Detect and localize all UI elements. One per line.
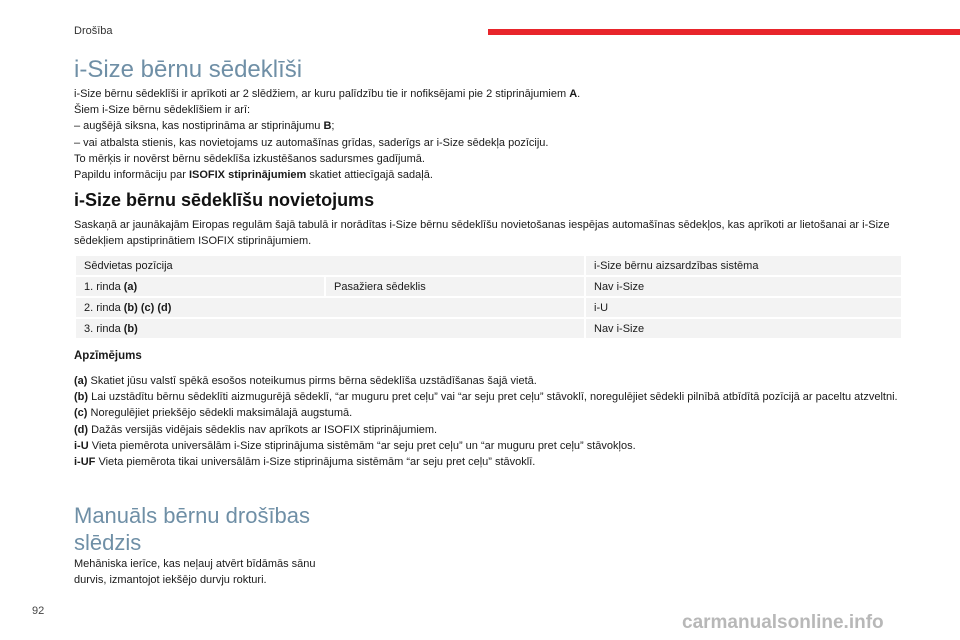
intro-line-6: Papildu informāciju par ISOFIX stiprinājumiem skatiet attiecīgajā sadaļā. bbox=[74, 169, 433, 182]
table-cell-system: Nav i-Size bbox=[585, 276, 902, 297]
intro-line-1: i-Size bērnu sēdeklīši ir aprīkoti ar 2 slēdžiem, ar kuru palīdzību tie ir nofiksējami pie 2 stiprinājumiem A. bbox=[74, 88, 581, 100]
table-header-row bbox=[75, 255, 902, 276]
page-number: 92 bbox=[32, 605, 45, 617]
table-row bbox=[75, 297, 902, 318]
legend-title: Apzīmējums bbox=[74, 350, 142, 362]
section-heading: i-Size bērnu sēdeklīšu novietojums bbox=[74, 190, 375, 210]
intro-line-5: To mērķis ir novērst bērnu sēdeklīša izkustēšanos sadursmes gadījumā. bbox=[74, 152, 425, 165]
table-header-system: i-Size bērnu aizsardzības sistēma bbox=[585, 255, 902, 276]
legend-item: (d) Dažās versijās vidējais sēdeklis nav aprīkots ar ISOFIX stiprinājumiem. bbox=[74, 423, 438, 436]
table-row bbox=[75, 276, 902, 297]
section2-title: Manuāls bērnu drošības slēdzis bbox=[74, 503, 311, 555]
section-description: Saskaņā ar jaunākajām Eiropas regulām šajā tabulā ir norādītas i-Size bērnu sēdeklīšu novietošanas iespējas automašīnas sēdekļos, kas aprīkoti ar lietošanai ar i-Size sēdekļiem apstiprinātiem ISOFIX stiprinājumiem. bbox=[74, 219, 890, 248]
accent-bar bbox=[488, 29, 960, 35]
legend-item: (b) Lai uzstādītu bērnu sēdeklīti aizmugurējā sēdeklī, “ar muguru pret ceļu” vai “ar seju pret ceļu” stāvoklī, noregulējiet sēdekli pilnībā atbīdītā pozīcijā ar paceltu atzveltni. bbox=[74, 391, 898, 404]
table-cell-position: 2. rinda (b) (c) (d) bbox=[75, 297, 585, 318]
intro-line-4: – vai atbalsta stienis, kas novietojams uz automašīnas grīdas, saderīgs ar i-Size sēdekļa pozīciju. bbox=[74, 136, 549, 149]
legend-list bbox=[74, 373, 904, 470]
intro-line-3: – augšējā siksna, kas nostiprināma ar stiprinājumu B; bbox=[74, 120, 335, 133]
intro-text bbox=[74, 86, 580, 183]
seat-table bbox=[74, 254, 903, 340]
legend-item: (a) Skatiet jūsu valstī spēkā esošos noteikumus pirms bērna sēdeklīša uzstādīšanas šajā vietā. bbox=[74, 375, 537, 387]
legend-item: (c) Noregulējiet priekšējo sēdekli maksimālajā augstumā. bbox=[74, 407, 353, 420]
section-label: Drošība bbox=[74, 25, 113, 37]
legend-item: i-U Vieta piemērota universālām i-Size stiprinājuma sistēmām “ar seju pret ceļu” un “ar muguru pret ceļu” stāvokļos. bbox=[74, 439, 636, 452]
legend-item: i-UF Vieta piemērota tikai universālām i-Size stiprinājuma sistēmām “ar seju pret ceļu” stāvoklī. bbox=[74, 456, 536, 469]
table-header-position: Sēdvietas pozīcija bbox=[75, 255, 585, 276]
watermark: carmanualsonline.info bbox=[682, 612, 884, 633]
table-row bbox=[75, 318, 902, 339]
section2-text: Mehāniska ierīce, kas neļauj atvērt bīdāmās sānu durvis, izmantojot iekšējo durvju rokturi. bbox=[74, 558, 316, 587]
table-cell-position: 3. rinda (b) bbox=[75, 318, 585, 339]
page-title: i-Size bērnu sēdeklīši bbox=[74, 56, 303, 83]
intro-line-2: Šiem i-Size bērnu sēdeklīšiem ir arī: bbox=[74, 104, 251, 117]
table-cell-system: Nav i-Size bbox=[585, 318, 902, 339]
table-cell-seat: Pasažiera sēdeklis bbox=[325, 276, 585, 297]
table-cell-position: 1. rinda (a) bbox=[75, 276, 325, 297]
table-cell-system: i-U bbox=[585, 297, 902, 318]
